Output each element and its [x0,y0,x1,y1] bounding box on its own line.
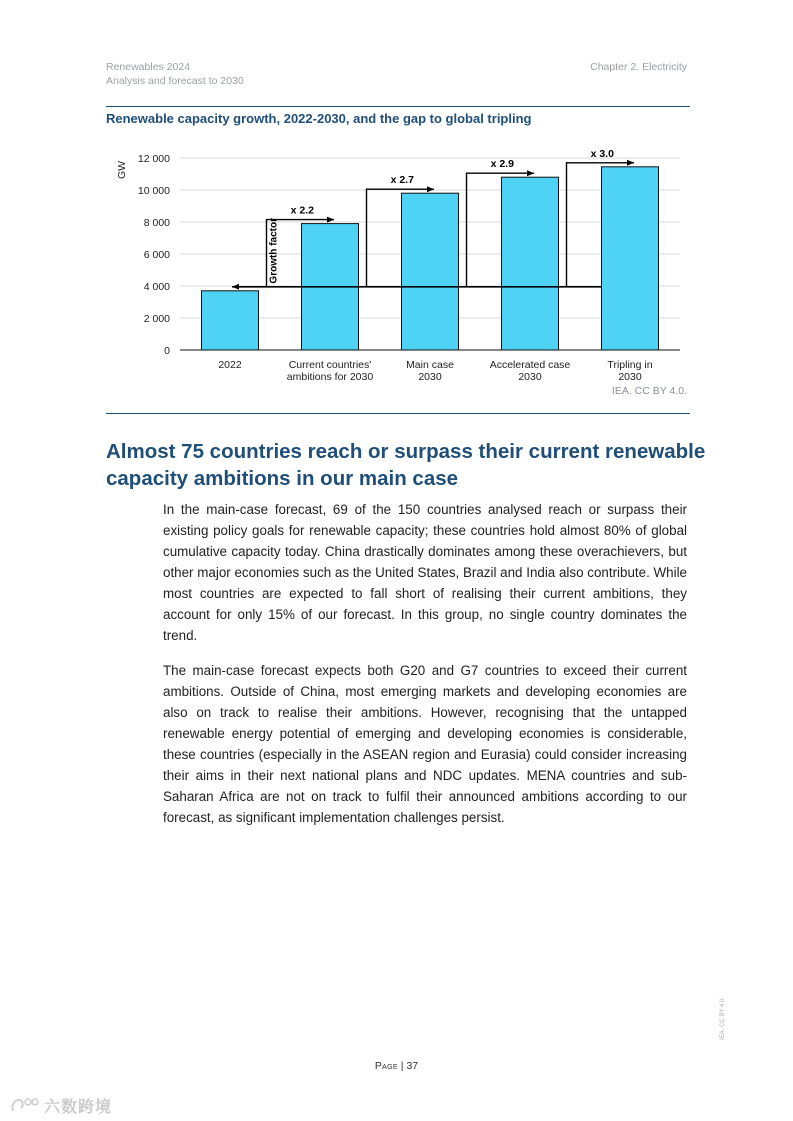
figure-bottom-rule [106,413,690,414]
y-tick-label: 2 000 [143,313,170,325]
x-tick-label: Tripling in [607,359,653,371]
section-heading: Almost 75 countries reach or surpass their current renewable capacity ambitions in our main case [106,440,706,490]
page-number: Page | 37 [374,1060,419,1072]
bar [202,291,259,350]
bar [402,193,459,350]
growth-factor-label: x 3.0 [590,147,614,160]
watermark-logo-icon [10,1096,40,1116]
side-credit: IEA. CC BY 4.0. [720,997,726,1040]
x-tick-label: Current countries' [288,359,372,371]
report-header [106,60,244,88]
section-body [163,499,687,842]
paragraph-2: The main-case forecast expects both G20 and G7 countries to exceed their current ambitions. Outside of China, most emerging markets and developing economies are also on track to realise their ambitions. However, recognising that the untapped renewable energy potential of emerging and developing economies is considerable, these countries (especially in the ASEAN region and Eurasia) could consider increasing their aims in their next national plans and NDC updates. MENA countries and sub-Saharan Africa are not on track to fulfil their announced ambitions according to our forecast, as significant implementation challenges persist. [163,663,687,825]
y-tick-label: 0 [164,345,170,357]
report-title: Renewables 2024 [106,61,191,73]
x-tick-label: 2022 [218,359,242,371]
growth-factor-axis-note: Growth factor [268,218,280,284]
watermark [10,1094,112,1117]
y-tick-label: 8 000 [143,217,170,229]
bar [602,167,659,350]
x-tick-label: Main case [406,359,454,371]
capacity-growth-chart [106,138,690,386]
y-tick-label: 4 000 [143,281,170,293]
chapter-label: Chapter 2. Electricity [590,61,687,73]
figure-credit: IEA. CC BY 4.0. [611,385,687,397]
bar [502,177,559,350]
page-label: Page [374,1060,398,1072]
x-tick-label: 2030 [418,371,442,383]
x-tick-label: 2030 [618,371,642,383]
growth-factor-label: x 2.2 [290,204,314,217]
watermark-text: 六数跨境 [44,1099,113,1116]
x-tick-label: ambitions for 2030 [286,371,374,383]
x-tick-label: Accelerated case [489,359,571,371]
growth-factor-label: x 2.9 [490,158,514,171]
growth-factor-label: x 2.7 [390,174,414,187]
y-tick-label: 6 000 [143,249,170,261]
y-tick-label: 12 000 [137,153,170,165]
y-tick-label: 10 000 [137,185,170,197]
figure-top-rule [106,106,690,107]
y-axis-label: GW [116,160,128,180]
figure-title: Renewable capacity growth, 2022-2030, and the gap to global tripling [106,111,532,126]
page-number-value: 37 [406,1060,419,1072]
paragraph-1: In the main-case forecast, 69 of the 150 countries analysed reach or surpass their existing policy goals for renewable capacity; these countries hold almost 80% of global cumulative capacity today. China drastically dominates among these overachievers, but other major economies such as the United States, Brazil and India also contribute. While most countries are expected to fall short of realising their current ambitions, they account for only 15% of our forecast. In this group, no single country dominates the trend. [163,502,687,643]
report-subtitle: Analysis and forecast to 2030 [106,75,244,87]
x-tick-label: 2030 [518,371,542,383]
